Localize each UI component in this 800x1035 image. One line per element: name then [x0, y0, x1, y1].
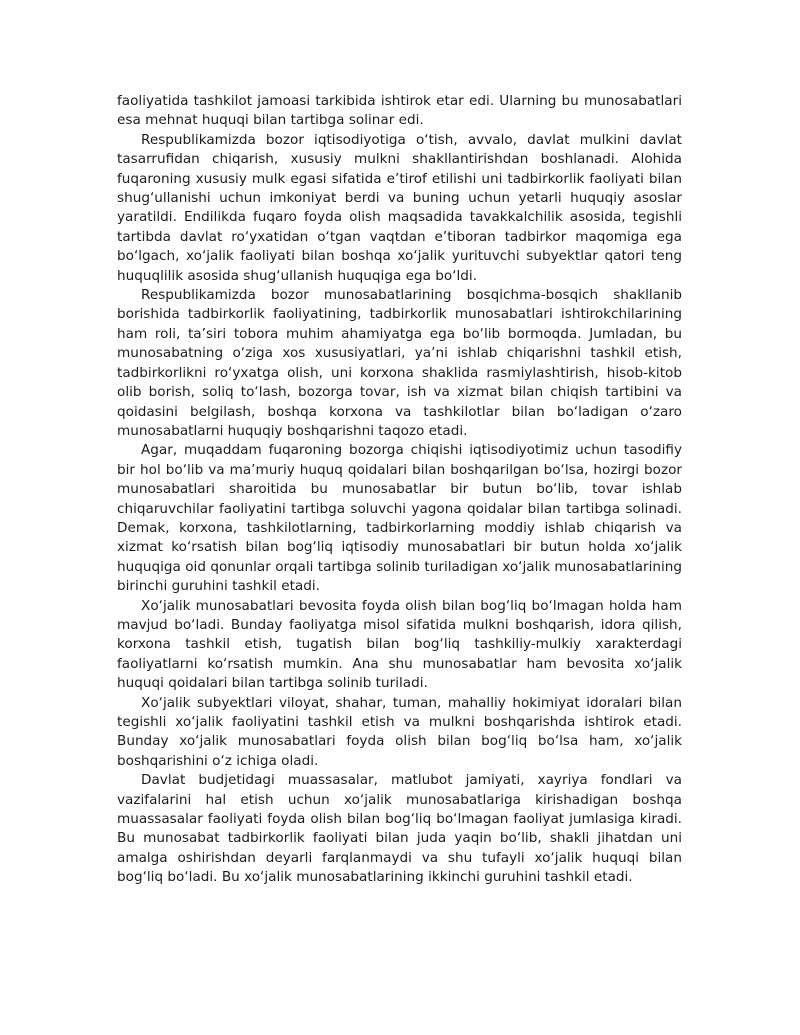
paragraph: Respublikamizda bozor iqtisodiyotiga o‘tish, avvalo, davlat mulkini davlat tasarrufidan chiqarish, xususiy mulkni shakllantirishdan boshlanadi. Alohida fuqaroning xususiy mulk egasi sifatida e’tirof etilishi uni tadbirkorlik faoliyati bilan shug‘ullanishi uchun imkoniyat berdi va buning uchun yetarli huquqiy asoslar yaratildi. Endilikda fuqaro foyda olish maqsadida tavakkalchilik asosida, tegishli tartibda davlat ro‘yxatidan o‘tgan vaqtdan e’tiboran tadbirkor maqomiga ega bo‘lgach, xo‘jalik faoliyati bilan boshqa xo‘jalik yurituvchi subyektlar qatori teng huquqlilik asosida shug‘ullanish huquqiga ega bo‘ldi. — [117, 131, 682, 284]
document-page — [117, 92, 682, 888]
paragraph-continuation: faoliyatida tashkilot jamoasi tarkibida ishtirok etar edi. Ularning bu munosabatlari esa mehnat huquqi bilan tartibga solinar edi. — [117, 93, 682, 129]
paragraph: Respublikamizda bozor munosabatlarining bosqichma-bosqich shakllanib borishida tadbirkorlik faoliyatining, tadbirkorlik munosabatlari ishtirokchilarining ham roli, ta’siri tobora muhim ahamiyatga ega bo‘lib bormoqda. Jumladan, bu munosabatning o‘ziga xos xususiyatlari, ya’ni ishlab chiqarishni tashkil etish, tadbirkorlikni ro‘yxatga olish, uni korxona shaklida rasmiylashtirish, hisob-kitob olib borish, soliq to‘lash, bozorga tovar, ish va xizmat bilan chiqish tartibini va qoidasini belgilash, boshqa korxona va tashkilotlar bilan bo‘ladigan o‘zaro munosabatlarni huquqiy boshqarishni taqozo etadi. — [117, 287, 682, 439]
paragraph: Davlat budjetidagi muassasalar, matlubot jamiyati, xayriya fondlari va vazifalarini hal etish uchun xo‘jalik munosabatlariga kirishadigan boshqa muassasalar faoliyati foyda olish bilan bog‘liq bo‘lmagan faoliyat jumlasiga kiradi. Bu munosabat tadbirkorlik faoliyati bilan juda yaqin bo‘lib, shakli jihatdan uni amalga oshirishdan deyarli farqlanmaydi va shu tufayli xo‘jalik huquqi bilan bog‘liq bo‘ladi. Bu xo‘jalik munosabatlarining ikkinchi guruhini tashkil etadi. — [117, 772, 682, 886]
paragraph: Xo‘jalik munosabatlari bevosita foyda olish bilan bog‘liq bo‘lmagan holda ham mavjud bo‘ladi. Bunday faoliyatga misol sifatida mulkni boshqarish, idora qilish, korxona tashkil etish, tugatish bilan bog‘liq tashkiliy-mulkiy xarakterdagi faoliyatlarni ko‘rsatish mumkin. Ana shu munosabatlar ham bevosita xo‘jalik huquqi qoidalari bilan tartibga solinib turiladi. — [117, 597, 682, 692]
paragraph: Xo‘jalik subyektlari viloyat, shahar, tuman, mahalliy hokimiyat idoralari bilan tegishli xo‘jalik faoliyatini tashkil etish va mulkni boshqarishda ishtirok etadi. Bunday xo‘jalik munosabatlari foyda olish bilan bog‘liq bo‘lsa ham, xo‘jalik boshqarishini o‘z ichiga oladi. — [117, 694, 682, 769]
paragraph: Agar, muqaddam fuqaroning bozorga chiqishi iqtisodiyotimiz uchun tasodifiy bir hol bo‘lib va ma’muriy huquq qoidalari bilan boshqarilgan bo‘lsa, hozirgi bozor munosabatlari sharoitida bu munosabatlar bir butun bo‘lib, tovar ishlab chiqaruvchilar faoliyatini tartibga soluvchi yagona qoidalar bilan tartibga solinadi. Demak, korxona, tashkilotlarning, tadbirkorlarning moddiy ishlab chiqarish va xizmat ko‘rsatish bilan bog‘liq iqtisodiy munosabatlari bir butun holda xo‘jalik huquqiga oid qonunlar orqali tartibga solinib turiladigan xo‘jalik munosabatlarining birinchi guruhini tashkil etadi. — [117, 442, 682, 595]
